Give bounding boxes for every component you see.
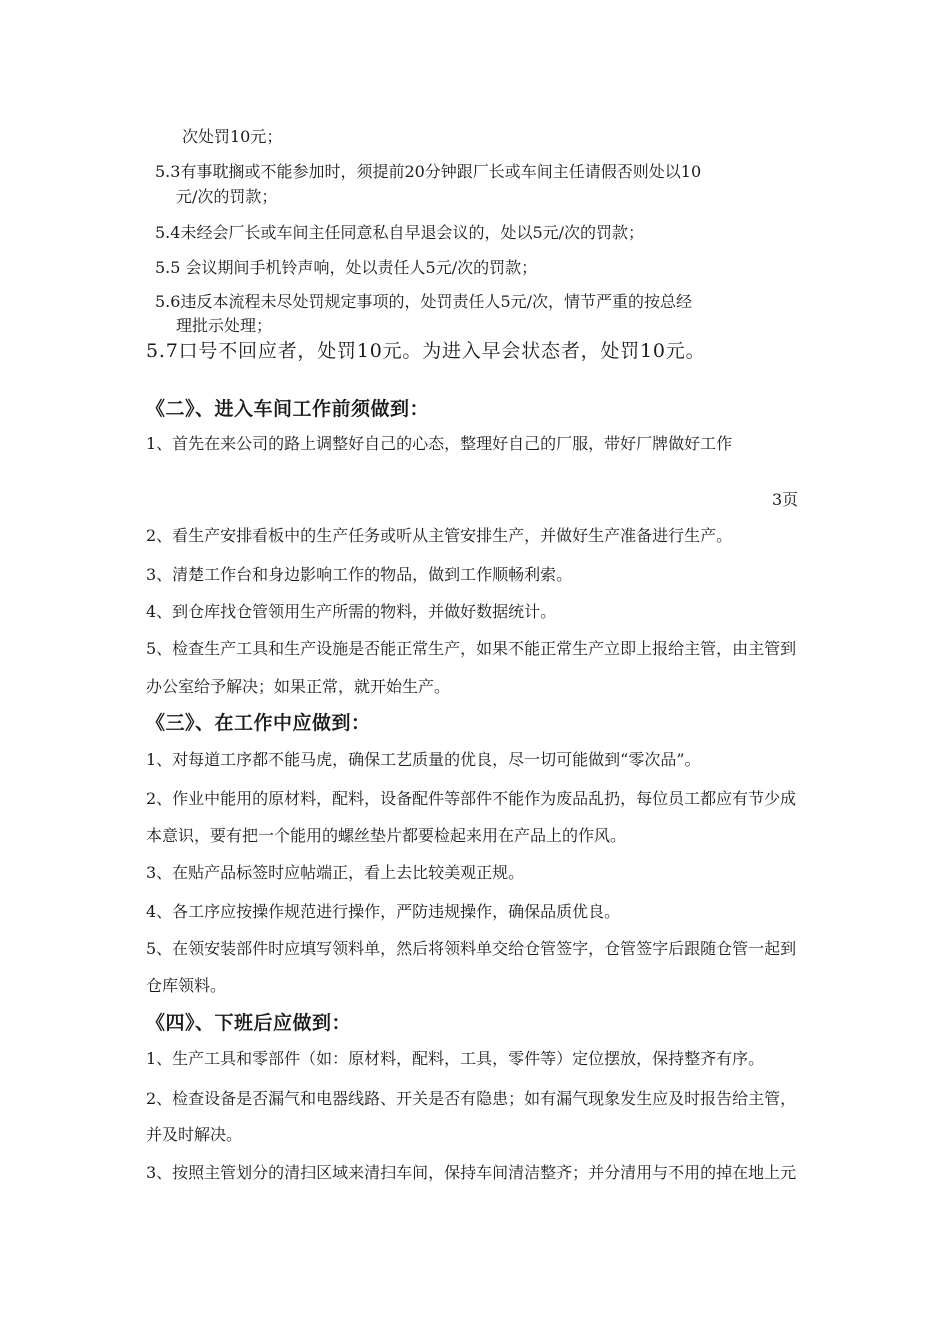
section-2-item-5: 5、检查生产工具和生产设施是否能正常生产，如果不能正常生产立即上报给主管，由主管到 [146, 639, 797, 658]
section-4-heading: 《四》、下班后应做到： [146, 1012, 352, 1034]
penalty-item-5-5: 5.5 会议期间手机铃声响，处以责任人5元/次的罚款； [155, 258, 538, 277]
section-2-item-1: 1、首先在来公司的路上调整好自己的心态，整理好自己的厂服，带好厂牌做好工作 [146, 434, 733, 453]
penalty-item-5-3: 5.3有事耽搁或不能参加时，须提前20分钟跟厂长或车间主任请假否则处以10 [155, 162, 702, 181]
penalty-item-5-3-cont: 元/次的罚款； [176, 187, 278, 206]
section-4-item-3: 3、按照主管划分的清扫区域来清扫车间，保持车间清洁整齐；并分清用与不用的掉在地上元 [146, 1163, 797, 1182]
section-3-item-2-cont: 本意识，要有把一个能用的螺丝垫片都要检起来用在产品上的作风。 [146, 826, 627, 845]
section-3-item-3: 3、在贴产品标签时应帖端正，看上去比较美观正规。 [146, 863, 525, 882]
penalty-item-5-6-cont: 理批示处理； [176, 316, 273, 335]
section-2-item-5-cont: 办公室给予解决；如果正常，就开始生产。 [146, 677, 451, 696]
section-2-item-2: 2、看生产安排看板中的生产任务或听从主管安排生产，并做好生产准备进行生产。 [146, 526, 733, 545]
section-3-heading: 《三》、在工作中应做到： [146, 712, 371, 734]
penalty-item-5-6: 5.6违反本流程未尽处罚规定事项的，处罚责任人5元/次，情节严重的按总经 [155, 292, 693, 311]
section-4-item-2: 2、检查设备是否漏气和电器线路、开关是否有隐患；如有漏气现象发生应及时报告给主管， [146, 1089, 797, 1108]
section-3-item-4: 4、各工序应按操作规范进行操作，严防违规操作，确保品质优良。 [146, 902, 621, 921]
section-2-item-4: 4、到仓库找仓管领用生产所需的物料，并做好数据统计。 [146, 602, 557, 621]
penalty-item-5-4: 5.4未经会厂长或车间主任同意私自早退会议的，处以5元/次的罚款； [155, 223, 645, 242]
section-4-item-2-cont: 并及时解决。 [146, 1125, 243, 1144]
section-3-item-1: 1、对每道工序都不能马虎，确保工艺质量的优良，尽一切可能做到“零次品”。 [146, 750, 701, 769]
penalty-continuation: 次处罚10元； [182, 127, 283, 146]
section-4-item-1: 1、生产工具和零部件（如：原材料，配料，工具，零件等）定位摆放，保持整齐有序。 [146, 1049, 765, 1068]
page-number: 3页 [772, 490, 799, 509]
section-2-item-3: 3、清楚工作台和身边影响工作的物品，做到工作顺畅利索。 [146, 565, 573, 584]
section-2-heading: 《二》、进入车间工作前须做到： [146, 398, 430, 420]
section-3-item-5-cont: 仓库领料。 [146, 976, 227, 995]
penalty-item-5-7: 5.7口号不回应者，处罚10元。为进入早会状态者，处罚10元。 [146, 340, 706, 362]
section-3-item-5: 5、在领安装部件时应填写领料单，然后将领料单交给仓管签字，仓管签字后跟随仓管一起到 [146, 939, 797, 958]
section-3-item-2: 2、作业中能用的原材料，配料，设备配件等部件不能作为废品乱扔，每位员工都应有节少成 [146, 789, 797, 808]
